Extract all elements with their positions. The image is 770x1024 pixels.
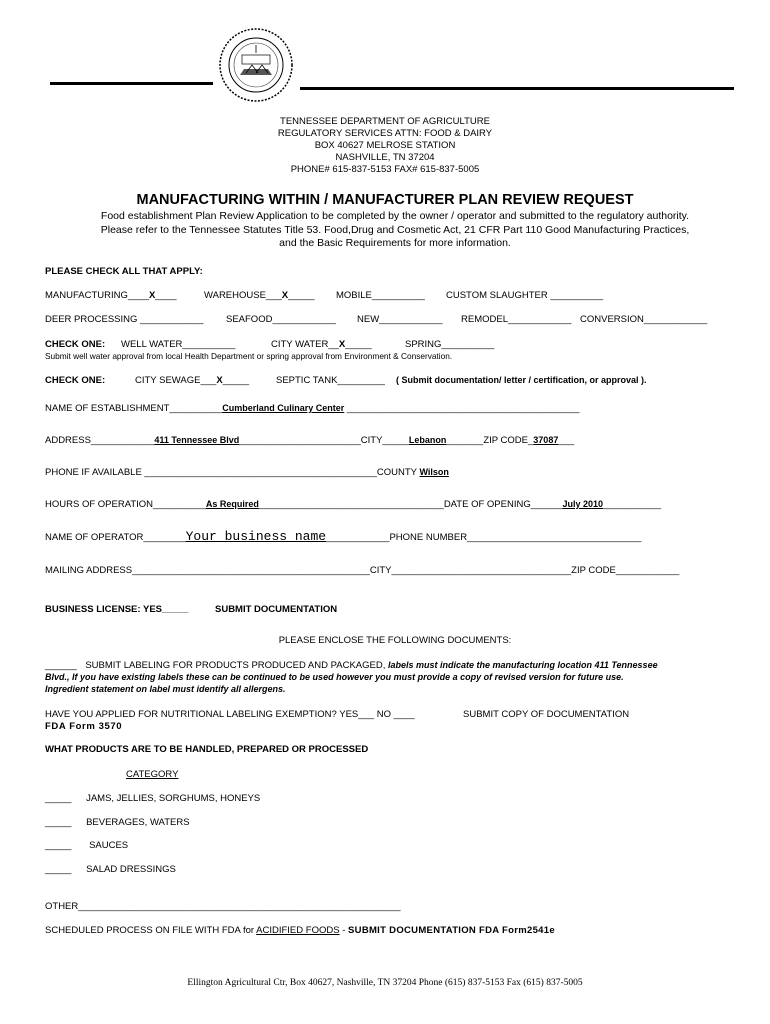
sewage-check-label: CHECK ONE: [45, 375, 106, 386]
remodel-option[interactable]: REMODEL____________ [461, 314, 572, 325]
address-value: 411 Tennessee Blvd [154, 435, 240, 445]
warehouse-option[interactable] [204, 290, 315, 301]
establishment-field[interactable] [45, 403, 579, 414]
scheduled-submit: SUBMIT DOCUMENTATION FDA Form2541e [348, 925, 555, 936]
operator-phone-label: PHONE NUMBER_________________________________ [389, 532, 642, 543]
city-water-label: CITY WATER__ [271, 339, 339, 350]
city-value: Lebanon [408, 435, 447, 445]
scheduled-process-line [45, 925, 555, 936]
address-label: ADDRESS____________ [45, 435, 155, 446]
header-rule-left [50, 82, 213, 85]
hours-label: HOURS OF OPERATION__________ [45, 499, 206, 510]
city-sewage-mark: X [216, 375, 223, 386]
operator-field[interactable] [45, 529, 641, 544]
license-submit-note: SUBMIT DOCUMENTATION [215, 604, 338, 615]
county-value: Wilson [419, 467, 449, 477]
city-sewage-tail: _____ [222, 375, 250, 386]
product-blank: _____ [45, 864, 72, 875]
phone-county-field[interactable] [45, 467, 449, 478]
city-label: CITY_____ [360, 435, 409, 446]
product-item[interactable] [45, 817, 190, 828]
city-sewage-option[interactable] [135, 375, 249, 386]
product-blank: _____ [45, 840, 72, 851]
new-option[interactable]: NEW____________ [357, 314, 443, 325]
zip-value: 37087 [533, 435, 559, 445]
intro-line-2: Please refer to the Tennessee Statutes Title 53. Food,Drug and Cosmetic Act, 21 CFR Part 110 Good Manufacturing Practices, [100, 223, 690, 236]
well-water-option[interactable]: WELL WATER__________ [121, 339, 236, 350]
phone-label: PHONE IF AVAILABLE ____________________________________________ [45, 467, 377, 478]
hours-value: As Required [205, 499, 259, 509]
conversion-option[interactable]: CONVERSION____________ [580, 314, 708, 325]
labeling-blank: ______ [45, 660, 77, 671]
check-all-heading: PLEASE CHECK ALL THAT APPLY: [45, 266, 203, 277]
city-water-option[interactable] [271, 339, 372, 350]
city-water-mark: X [338, 339, 346, 350]
mobile-option[interactable]: MOBILE__________ [336, 290, 425, 301]
city-water-tail: _____ [345, 339, 372, 350]
labeling-line-2: Blvd., If you have existing labels these can be continued to be used however you must provide a copy of revised version for future use. [45, 672, 624, 682]
opening-label: DATE OF OPENING______ [443, 499, 563, 510]
agency-box: BOX 40627 MELROSE STATION [314, 140, 456, 151]
agency-city: NASHVILLE, TN 37204 [335, 152, 435, 163]
labeling-bold-1: labels must indicate the manufacturing location 411 Tennessee [388, 660, 658, 670]
city-tail: _______ [446, 435, 484, 446]
mailing-field[interactable] [45, 565, 679, 576]
manufacturing-tail: ____ [155, 290, 177, 301]
seafood-option[interactable]: SEAFOOD____________ [226, 314, 336, 325]
manufacturing-label: MANUFACTURING____ [45, 290, 149, 301]
product-label: BEVERAGES, WATERS [86, 817, 190, 828]
septic-tank-option[interactable]: SEPTIC TANK_________ [276, 375, 385, 386]
agency-name: TENNESSEE DEPARTMENT OF AGRICULTURE [280, 116, 490, 127]
custom-slaughter-option[interactable]: CUSTOM SLAUGHTER __________ [446, 290, 604, 301]
mailing-label: MAILING ADDRESS_____________________________________________ [45, 565, 370, 576]
water-note: Submit well water approval from local Health Department or spring approval from Environment & Conservation. [45, 351, 453, 361]
zip-tail: ___ [558, 435, 575, 446]
water-check-label: CHECK ONE: [45, 339, 106, 350]
state-seal [218, 27, 294, 103]
page-footer: Ellington Agricultural Ctr, Box 40627, Nashville, TN 37204 Phone (615) 837-5153 Fax (615) 837-5005 [187, 978, 583, 988]
city-sewage-label: CITY SEWAGE___ [135, 375, 217, 386]
zip-label: ZIP CODE_ [483, 435, 534, 446]
operator-value: Your business name [185, 529, 327, 544]
warehouse-label: WAREHOUSE___ [204, 290, 282, 301]
enclose-heading: PLEASE ENCLOSE THE FOLLOWING DOCUMENTS: [278, 635, 512, 646]
address-field[interactable] [45, 435, 574, 446]
mailing-zip: ZIP CODE____________ [571, 565, 680, 576]
exemption-submit: SUBMIT COPY OF DOCUMENTATION [463, 709, 630, 720]
hours-tail: ___________________________________ [258, 499, 444, 510]
product-item[interactable] [45, 840, 128, 851]
establishment-value: Cumberland Culinary Center [222, 403, 345, 413]
form-title: MANUFACTURING WITHIN / MANUFACTURER PLAN REVIEW REQUEST [136, 192, 634, 208]
deer-processing-option[interactable]: DEER PROCESSING ____________ [45, 314, 204, 325]
products-heading: WHAT PRODUCTS ARE TO BE HANDLED, PREPARED OR PROCESSED [45, 744, 369, 755]
intro-line-1: Food establishment Plan Review Application to be completed by the owner / operator and submitted to the regulatory authority. [100, 210, 690, 222]
septic-note: ( Submit documentation/ letter / certification, or approval ). [396, 375, 647, 385]
mailing-city: CITY__________________________________ [369, 565, 572, 576]
manufacturing-mark: X [149, 290, 156, 301]
exemption-question[interactable]: HAVE YOU APPLIED FOR NUTRITIONAL LABELING EXEMPTION? YES___ NO ____ [45, 709, 415, 720]
product-blank: _____ [45, 793, 72, 804]
product-item[interactable] [45, 864, 176, 875]
opening-tail: ___________ [602, 499, 662, 510]
labeling-line-3: Ingredient statement on label must identify all allergens. [45, 684, 286, 694]
warehouse-mark: X [281, 290, 289, 301]
product-label: SAUCES [89, 840, 129, 851]
warehouse-tail: _____ [288, 290, 315, 301]
address-tail: _______________________ [239, 435, 361, 446]
agency-phone: PHONE# 615-837-5153 FAX# 615-837-5005 [290, 164, 480, 175]
business-license-option[interactable]: BUSINESS LICENSE: YES_____ [45, 604, 189, 615]
spring-option[interactable]: SPRING__________ [405, 339, 495, 350]
labeling-line-1[interactable] [45, 660, 658, 671]
fda-form-3570: FDA Form 3570 [45, 721, 123, 732]
establishment-label: NAME OF ESTABLISHMENT__________ [45, 403, 223, 414]
establishment-tail: ____________________________________________ [344, 403, 580, 414]
product-blank: _____ [45, 817, 72, 828]
county-label: COUNTY [376, 467, 420, 478]
product-label: SALAD DRESSINGS [86, 864, 176, 875]
intro-line-3: and the Basic Requirements for more information. [279, 237, 511, 249]
hours-field[interactable] [45, 499, 661, 510]
product-label: JAMS, JELLIES, SORGHUMS, HONEYS [86, 793, 261, 804]
agency-division: REGULATORY SERVICES ATTN: FOOD & DAIRY [277, 128, 493, 139]
operator-label: NAME OF OPERATOR________ [45, 532, 186, 543]
manufacturing-option[interactable] [45, 290, 176, 301]
header-rule-right [300, 87, 734, 90]
acidified-foods-link[interactable]: ACIDIFIED FOODS [256, 925, 340, 936]
labeling-text: SUBMIT LABELING FOR PRODUCTS PRODUCED AND PACKAGED, [85, 660, 388, 671]
scheduled-text: SCHEDULED PROCESS ON FILE WITH FDA for [45, 925, 257, 936]
other-field[interactable]: OTHER_____________________________________________________________ [45, 901, 401, 912]
operator-tail: ____________ [326, 532, 390, 543]
category-heading: CATEGORY [126, 769, 179, 780]
product-item[interactable] [45, 793, 260, 804]
opening-value: July 2010 [562, 499, 603, 509]
scheduled-dash: - [339, 925, 349, 936]
